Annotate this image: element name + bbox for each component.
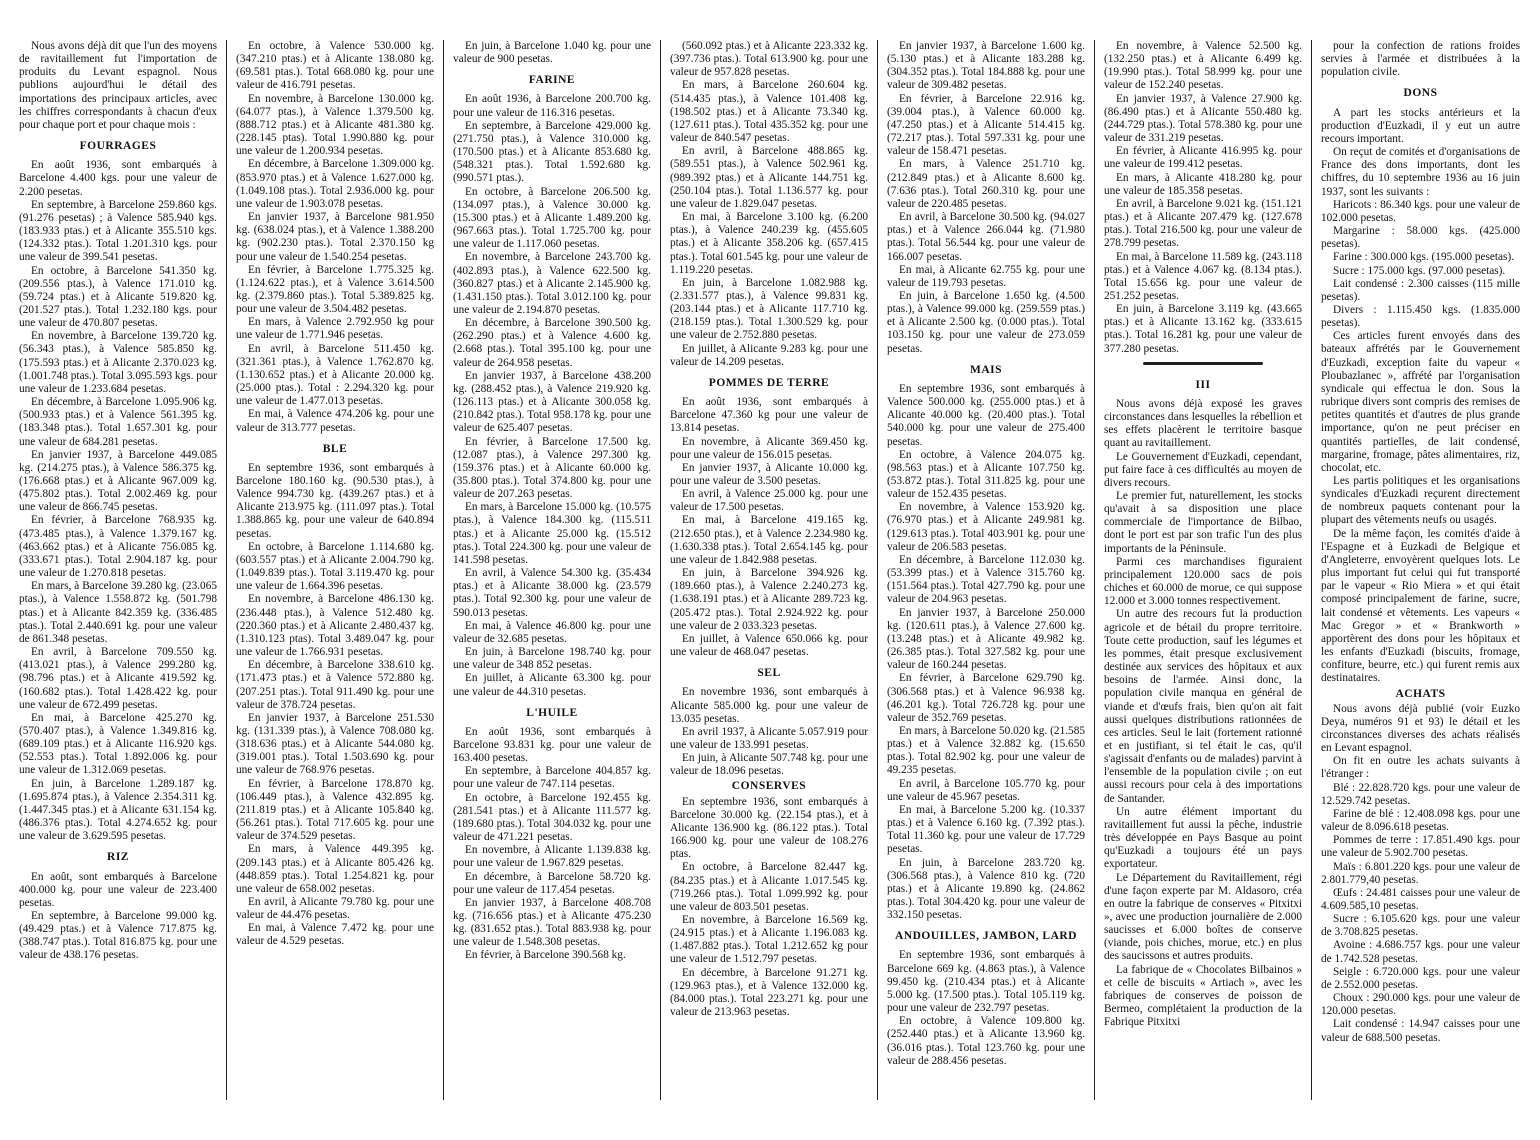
section-separator (1143, 362, 1263, 365)
paragraph: En novembre 1936, sont embarqués à Alicante 585.000 kg. pour une valeur de 13.035 pesetas. (670, 686, 868, 725)
paragraph: En septembre, à Barcelone 259.860 kgs. (91.276 pesetas) ; à Valence 585.940 kgs. (183.933 ptas.) et à Alicante 355.510 kgs. (124.332 ptas.). Total 1.201.310 kgs. pour une valeur de 399.541 pesetas. (19, 198, 217, 264)
paragraph: En octobre, à Barcelone 541.350 kg. (209.556 ptas.), à Valence 171.010 kg. (59.724 ptas.) et à Alicante 519.820 kg. (201.527 ptas.). Total 1.232.180 kgs. pour une valeur de 470.807 pesetas. (19, 264, 217, 330)
section-heading: MAIS (969, 363, 1003, 376)
paragraph: En septembre, à Barcelone 429.000 kg. (271.750 ptas.), à Valence 310.000 kg. (170.500 ptas.) et à Alicante 853.680 kg. (548.321 ptas.). Total 1.592.680 kg. (990.571 ptas.). (453, 119, 651, 185)
section-heading: ANDOUILLES, JAMBON, LARD (895, 930, 1077, 943)
paragraph: En octobre, à Barcelone 206.500 kg. (134.097 ptas.), à Valence 30.000 kg. (15.300 ptas.) et à Alicante 1.489.200 kg. (967.663 ptas.). Total 1.725.700 kg. pour une valeur de 1.117.060 pesetas. (453, 185, 651, 251)
paragraph: En février, à Alicante 416.995 kg. pour une valeur de 199.412 pesetas. (1104, 145, 1302, 171)
paragraph: On reçut de comités et d'organisations de France des dons importants, dont les chiffres, du 10 septembre 1936 au 16 juin 1937, sont les suivants : (1321, 146, 1520, 198)
paragraph: A part les stocks antérieurs et la production d'Euzkadi, il y eut un autre recours important. (1321, 106, 1520, 145)
paragraph: On fit en outre les achats suivants à l'étranger : (1321, 755, 1520, 781)
paragraph: Sucre : 6.105.620 kgs. pour une valeur de 3.708.825 pesetas. (1321, 913, 1520, 939)
paragraph: En mai, à Alicante 62.755 kg. pour une valeur de 119.793 pesetas. (887, 263, 1085, 289)
paragraph: En janvier 1937, à Barcelone 250.000 kg. (120.611 ptas.), à Valence 27.600 kg. (13.248 ptas.) et à Alicante 49.982 kg. (26.385 ptas.). Total 327.582 kg. pour une valeur de 160.244 pesetas. (887, 606, 1085, 672)
paragraph: pour la confection de rations froides servies à l'armée et distribuées à la population civile. (1321, 40, 1520, 79)
paragraph: Un autre élément important du ravitaillement fut aussi la pêche, industrie très développée en Pays Basque au point qu'Euzkadi a toujours été un pays exportateur. (1104, 805, 1302, 871)
paragraph: En avril, à Barcelone 30.500 kg. (94.027 ptas.) et à Valence 266.044 kg. (71.980 ptas.). Total 56.544 kg. pour une valeur de 166.007 pesetas. (887, 211, 1085, 263)
paragraph: En février, à Barcelone 768.935 kg. (473.485 ptas.), à Valence 1.379.167 kg. (463.662 ptas.) et à Alicante 756.085 kg. (333.671 ptas.). Total 2.904.187 kg. pour une valeur de 1.270.818 pesetas. (19, 514, 217, 580)
paragraph: En avril, à Alicante 79.780 kg. pour une valeur de 44.476 pesetas. (236, 896, 434, 922)
paragraph: En juin, à Barcelone 1.082.988 kg. (2.331.577 ptas.), à Valence 99.831 kg. (203.144 ptas.) et à Alicante 117.710 kg. (218.159 ptas.). Total 1.300.529 kg. pour une valeur de 2.752.880 pesetas. (670, 276, 868, 342)
paragraph: En mars, à Barcelone 39.280 kg. (23.065 ptas.), à Valence 1.558.872 kg. (501.798 ptas.) et à Alicante 842.359 kg. (336.485 ptas.). Total 2.440.691 kg. pour une valeur de 861.348 pesetas. (19, 580, 217, 645)
paragraph: Farine de blé : 12.408.098 kgs. pour une valeur de 8.096.618 pesetas. (1321, 807, 1520, 834)
paragraph: En août, sont embarqués à Barcelone 400.000 kg. pour une valeur de 223.400 pesetas. (19, 870, 217, 909)
paragraph: En août 1936, à Barcelone 200.700 kg. pour une valeur de 116.316 pesetas. (453, 93, 651, 119)
section-heading: DONS (1403, 87, 1438, 100)
paragraph: En mai, à Barcelone 5.200 kg. (10.337 ptas.) et à Valence 6.160 kg. (7.392 ptas.). Total 11.360 kg. pour une valeur de 17.729 pesetas. (887, 803, 1085, 856)
paragraph: Pommes de terre : 17.851.490 kgs. pour une valeur de 5.902.700 pesetas. (1321, 834, 1520, 860)
text-column-3 (444, 40, 661, 1100)
section-heading: FARINE (528, 74, 576, 87)
paragraph: En avril, à Barcelone 105.770 kg. pour une valeur de 45.967 pesetas. (887, 777, 1085, 803)
paragraph: En février, à Barcelone 1.775.325 kg. (1.124.622 ptas.), et à Valence 3.614.500 kg. (2.379.860 ptas.). Total 5.389.825 kg. pour une valeur de 3.504.482 pesetas. (236, 263, 434, 316)
paragraph: Le Gouvernement d'Euzkadi, cependant, put faire face à ces difficultés au moyen de divers recours. (1104, 450, 1302, 489)
paragraph: La fabrique de « Chocolates Bilbainos » et celle de biscuits « Artiach », avec les fabriques de conserves de poisson de Bermeo, complétaient la production de la Fabrique Pitxitxi (1104, 963, 1302, 1029)
paragraph: En septembre 1936, sont embarqués à Barcelone 669 kg. (4.863 ptas.), à Valence 99.450 kg. (210.434 ptas.) et à Alicante 5.000 kg. (17.500 ptas.). Total 105.119 kg. pour une valeur de 232.797 pesetas. (887, 949, 1085, 1015)
paragraph: Nous avons déjà dit que l'un des moyens de ravitaillement fut l'importation de produits du Levant espagnol. Nous publions aujourd'hui le détail des importations des principaux articles, avec les chiffres correspondants à chacun d'eux pour chaque port et pour chaque mois : (19, 40, 217, 131)
paragraph: En décembre, à Barcelone 1.309.000 kg. (853.970 ptas.) et à Valence 1.627.000 kg. (1.049.108 ptas.). Total 2.936.000 kg. pour une valeur de 1.903.078 pesetas. (236, 158, 434, 210)
paragraph: En mars, à Valence 449.395 kg. (209.143 ptas.) et à Alicante 805.426 kg. (448.859 ptas.). Total 1.254.821 kg. pour une valeur de 658.002 pesetas. (236, 843, 434, 895)
section-heading: FOURRAGES (79, 140, 157, 153)
paragraph: En janvier 1937, à Alicante 10.000 kg. pour une valeur de 3.500 pesetas. (670, 461, 868, 487)
paragraph: En août 1936, sont embarqués à Barcelone 93.831 kg. pour une valeur de 163.400 pesetas. (453, 725, 651, 765)
paragraph: En juin, à Barcelone 283.720 kg. (306.568 ptas.), à Valence 810 kg. (720 ptas.) et à Alicante 19.890 kg. (24.862 ptas.). Total 304.420 kg. pour une valeur de 332.150 pesetas. (887, 856, 1085, 922)
paragraph: En octobre, à Valence 530.000 kg. (347.210 ptas.) et à Alicante 138.080 kg. (69.581 ptas.). Total 668.080 kg. pour une valeur de 416.791 pesetas. (236, 40, 434, 92)
section-heading: POMMES DE TERRE (708, 376, 830, 389)
paragraph: En février, à Barcelone 22.916 kg. (39.004 ptas.), à Valence 60.000 kg. (47.250 ptas.) et à Alicante 514.415 kg. (72.217 ptas.). Total 597.331 kg. pour une valeur de 158.471 pesetas. (887, 92, 1085, 158)
paragraph: En avril, à Barcelone 9.021 kg. (151.121 ptas.) et à Alicante 207.479 kg. (127.678 ptas.). Total 216.500 kg. pour une valeur de 278.799 pesetas. (1104, 197, 1302, 250)
paragraph: En mai, à Barcelone 419.165 kg. (212.650 ptas.), et à Valence 2.234.980 kg. (1.630.338 ptas.). Total 2.654.145 kg. pour une valeur de 1.842.988 pesetas. (670, 514, 868, 566)
paragraph: En juillet, à Valence 650.066 kg. pour une valeur de 468.047 pesetas. (670, 632, 868, 659)
paragraph: Nous avons déjà publié (voir Euzko Deya, numéros 91 et 93) le détail et les circonstances diverses des achats réalisés en Levant espagnol. (1321, 702, 1520, 755)
paragraph: En octobre, à Barcelone 82.447 kg. (84.235 ptas.) et à Alicante 1.017.545 kg. (719.266 ptas.). Total 1.099.992 kg. pour une valeur de 803.501 pesetas. (670, 861, 868, 913)
paragraph: Lait condensé : 2.300 caisses (115 mille pesetas). (1321, 277, 1520, 303)
paragraph: En février, à Barcelone 629.790 kg. (306.568 ptas.) et à Valence 96.938 kg. (46.201 kg.). Total 726.728 kg. pour une valeur de 352.769 pesetas. (887, 672, 1085, 724)
paragraph: En mai, à Barcelone 3.100 kg. (6.200 ptas.), à Valence 240.239 kg. (455.605 ptas.) et à Alicante 358.206 kg. (657.415 ptas.). Total 601.545 kg. pour une valeur de 1.119.220 pesetas. (670, 211, 868, 276)
paragraph: En juin, à Barcelone 1.040 kg. pour une valeur de 900 pesetas. (453, 40, 651, 66)
paragraph: En mars, à Valence 251.710 kg. (212.849 ptas.) et à Alicante 8.600 kg. (7.636 ptas.). Total 260.310 kg. pour une valeur de 220.485 pesetas. (887, 158, 1085, 210)
paragraph: En novembre, à Barcelone 486.130 kg. (236.448 ptas.), à Valence 512.480 kg. (220.360 ptas.) et à Alicante 2.480.437 kg. (1.310.123 ptas). Total 3.489.047 kg. pour une valeur de 1.766.931 pesetas. (236, 593, 434, 659)
paragraph: En janvier 1937, à Barcelone 438.200 kg. (288.452 ptas.), à Valence 219.920 kg. (126.113 ptas.) et à Alicante 300.058 kg. (210.842 ptas.). Total 958.178 kg. pour une valeur de 625.407 pesetas. (453, 369, 651, 435)
paragraph: En avril, à Valence 25.000 kg. pour une valeur de 17.500 pesetas. (670, 488, 868, 514)
section-heading: CONSERVES (731, 780, 807, 793)
paragraph: En septembre, à Barcelone 99.000 kg. (49.429 ptas.) et à Valence 717.875 kg. (388.747 ptas.). Total 816.875 kg. pour une valeur de 438.176 pesetas. (19, 910, 217, 962)
paragraph: En mai, à Barcelone 11.589 kg. (243.118 ptas.) et à Valence 4.067 kg. (8.134 ptas.). Total 15.656 kg. pour une valeur de 251.252 pesetas. (1104, 250, 1302, 302)
paragraph: Seigle : 6.720.000 kgs. pour une valeur de 2.552.000 pesetas. (1321, 965, 1520, 991)
paragraph: En décembre, à Barcelone 112.030 kg. (53.399 ptas.) et à Valence 315.760 kg. (151.564 ptas.). Total 427.790 kg. pour une valeur de 204.963 pesetas. (887, 553, 1085, 606)
paragraph: En mai, à Valence 46.800 kg. pour une valeur de 32.685 pesetas. (453, 619, 651, 645)
paragraph: En octobre, à Valence 109.800 kg. (252.440 ptas.) et à Alicante 13.960 kg. (36.016 ptas.). Total 123.760 kg. pour une valeur de 288.456 pesetas. (887, 1015, 1085, 1067)
paragraph: En août 1936, sont embarqués à Barcelone 4.400 kgs. pour une valeur de 2.200 pesetas. (19, 159, 217, 198)
paragraph: En juin, à Barcelone 394.926 kg. (189.660 ptas.), à Valence 2.240.273 kg. (1.638.191 ptas.) et à Alicante 289.723 kg. (205.472 ptas.). Total 2.924.922 kg. pour une valeur de 2 033.323 pesetas. (670, 567, 868, 632)
paragraph: Avoine : 4.686.757 kgs. pour une valeur de 1.742.528 pesetas. (1321, 939, 1520, 965)
paragraph: En mai, à Barcelone 425.270 kg. (570.407 ptas.), à Valence 1.349.816 kg. (689.109 ptas.) et à Alicante 116.920 kgs. (52.553 ptas.). Total 1.892.006 kg. pour une valeur de 1.312.069 pesetas. (19, 711, 217, 777)
section-heading: ACHATS (1395, 687, 1446, 700)
paragraph: Œufs : 24.481 caisses pour une valeur de 4.609.585,10 pesetas. (1321, 886, 1520, 912)
text-column-1 (10, 40, 227, 1100)
paragraph: Farine : 300.000 kgs. (195.000 pesetas). (1333, 251, 1515, 264)
paragraph: En novembre, à Barcelone 16.569 kg. (24.915 ptas.) et à Alicante 1.196.083 kg. (1.487.882 ptas.). Total 1.212.652 kg pour une valeur de 1.512.797 pesetas. (670, 914, 868, 966)
paragraph: Divers : 1.115.450 kgs. (1.835.000 pesetas). (1321, 303, 1520, 330)
paragraph: En novembre, à Alicante 369.450 kg. pour une valeur de 156.015 pesetas. (670, 435, 868, 461)
paragraph: (560.092 ptas.) et à Alicante 223.332 kg. (397.736 ptas.). Total 613.900 kg. pour une valeur de 957.828 pesetas. (670, 40, 868, 79)
paragraph: En décembre, à Barcelone 338.610 kg. (171.473 ptas.) et à Valence 572.880 kg. (207.251 ptas.). Total 911.490 kg. pour une valeur de 378.724 pesetas. (236, 659, 434, 711)
paragraph: Les partis politiques et les organisations syndicales d'Euzkadi reçurent directement de nombreux paquets contenant pour la plupart des vêtements neufs ou usagés. (1321, 475, 1520, 527)
section-heading: BLE (322, 442, 348, 455)
paragraph: Choux : 290.000 kgs. pour une valeur de 120.000 pesetas. (1321, 992, 1520, 1018)
paragraph: Sucre : 175.000 kgs. (97.000 pesetas). (1333, 264, 1506, 277)
paragraph: En novembre, à Valence 52.500 kg. (132.250 ptas.) et à Alicante 6.499 kg. (19.990 ptas.). Total 58.999 kg. pour une valeur de 152.240 pesetas. (1104, 40, 1302, 92)
paragraph: En novembre, à Barcelone 139.720 kg. (56.343 ptas.), à Valence 585.850 kg. (175.593 ptas.) et à Alicante 2.370.023 kg. (1.001.748 ptas.). Total 3.095.593 kgs. pour une valeur de 1.233.684 pesetas. (19, 330, 217, 395)
paragraph: En septembre 1936, sont embarqués à Valence 500.000 kg. (255.000 ptas.) et à Alicante 40.000 kg. (20.400 ptas.). Total 540.000 kg. pour une valeur de 275.400 pesetas. (887, 382, 1085, 448)
paragraph: En janvier 1937, à Barcelone 981.950 kg. (638.024 ptas.), et à Valence 1.388.200 kg. (902.230 ptas.). Total 2.370.150 kg pour une valeur de 1.540.254 pesetas. (236, 211, 434, 263)
paragraph: En octobre, à Barcelone 1.114.680 kg. (603.557 ptas.) et à Alicante 2.004.790 kg. (1.049.839 ptas.). Total 3.119.470 kg. pour une valeur de 1.664.396 pesetas. (236, 540, 434, 593)
paragraph: Ces articles furent envoyés dans des bateaux affrétés par le Gouvernement d'Euzkadi, exception faite du vapeur « Ploubazlanec », affrété par l'organisation syndicale qui effectua le don. Sous la rubrique divers sont compris des remises de petites quantités et d'autres de plus grande importance, qu'on ne peut préciser en quantités partielles, de lait condensé, margarine, fromage, pâtes alimentaires, riz, chocolat, etc. (1321, 330, 1520, 474)
paragraph: En mars, à Alicante 418.280 kg. pour une valeur de 185.358 pesetas. (1104, 171, 1302, 197)
text-column-5 (878, 40, 1095, 1100)
paragraph: En octobre, à Valence 204.075 kg. (98.563 ptas.) et à Alicante 107.750 kg. (53.872 ptas.). Total 311.825 kg. pour une valeur de 152.435 pesetas. (887, 448, 1085, 501)
paragraph: Parmi ces marchandises figuraient principalement 120.000 sacs de pois chiches et 60.000 de morue, ce qui suppose 12.000 et 3.000 tonnes respectivement. (1104, 555, 1302, 608)
paragraph: En avril, à Barcelone 488.865 kg. (589.551 ptas.), à Valence 502.961 kg. (989.392 ptas.) et à Alicante 144.751 kg. (250.104 ptas.). Total 1.136.577 kg. pour une valeur de 1.829.047 pesetas. (670, 145, 868, 210)
paragraph: En juillet, à Alicante 9.283 kg. pour une valeur de 14.209 pesetas. (670, 342, 868, 368)
paragraph: Lait condensé : 14.947 caisses pour une valeur de 688.500 pesetas. (1321, 1018, 1520, 1044)
paragraph: Blé : 22.828.720 kgs. pour une valeur de 12.529.742 pesetas. (1321, 781, 1520, 807)
text-column-4 (661, 40, 878, 1100)
paragraph: En juin, à Barcelone 198.740 kg. pour une valeur de 348 852 pesetas. (453, 646, 651, 672)
paragraph: En septembre, à Barcelone 404.857 kg. pour une valeur de 747.114 pesetas. (453, 765, 651, 791)
paragraph: En décembre, à Barcelone 91.271 kg. (129.963 ptas.), et à Valence 132.000 kg. (84.000 ptas.). Total 223.271 kg. pour une valeur de 213.963 pesetas. (670, 966, 868, 1019)
paragraph: En avril, à Valence 54.300 kg. (35.434 ptas.) et à Alicante 38.000 kg. (23.579 ptas.). Total 92.300 kg. pour une valeur de 590.013 pesetas. (453, 567, 651, 619)
paragraph: En février, à Barcelone 178.870 kg. (106.449 ptas.), à Valence 432.895 kg. (211.819 ptas.) et à Alicante 105.840 kg. (56.261 ptas.). Total 717.605 kg. pour une valeur de 374.529 pesetas. (236, 777, 434, 843)
paragraph: En janvier 1937, à Barcelone 408.708 kg. (716.656 ptas.) et à Alicante 475.230 kg. (831.652 ptas.). Total 883.938 kg. pour une valeur de 1.548.308 pesetas. (453, 896, 651, 949)
paragraph: En février, à Barcelone 390.568 kg. (465, 949, 626, 962)
paragraph: Haricots : 86.340 kgs. pour une valeur de 102.000 pesetas. (1321, 198, 1520, 224)
paragraph: En janvier 1937, à Barcelone 251.530 kg. (131.339 ptas.), à Valence 708.080 kg. (318.636 ptas.) et à Alicante 544.080 kg. (319.001 ptas.). Total 1.503.690 kg. pour une valeur de 768.976 pesetas. (236, 711, 434, 777)
paragraph: En mai, à Valence 474.206 kg. pour une valeur de 313.777 pesetas. (236, 408, 434, 434)
paragraph: En décembre, à Barcelone 58.720 kg. pour une valeur de 117.454 pesetas. (453, 870, 651, 896)
paragraph: En octobre, à Barcelone 192.455 kg. (281.541 ptas.) et à Alicante 111.577 kg. (189.680 ptas.). Total 304.032 kg. pour une valeur de 471.221 pesetas. (453, 791, 651, 844)
paragraph: En mars, à Valence 2.792.950 kg pour une valeur de 1.771.946 pesetas. (236, 316, 434, 342)
paragraph: En mai, à Valence 7.472 kg. pour une valeur de 4.529 pesetas. (236, 922, 434, 948)
paragraph: Un autre des recours fut la production agricole et de bétail du propre territoire. Toute cette production, sauf les légumes et les pommes, était presque exclusivement destinée aux services des hôpitaux et aux besoins de l'armée. Ainsi donc, la population civile manqua en général de viande et d'œufs frais, bien qu'on ait fait aussi quelques distributions rationnées de ces articles. Seul le lait (fortement rationné et en justifiant, si tel était le cas, qu'il s'agissait d'enfants ou de malades) parvint à l'ensemble de la population civile ; on eut aussi recours pour cela à des importations de Santander. (1104, 608, 1302, 805)
paragraph: En janvier 1937, à Valence 27.900 kg. (86.490 ptas.) et à Alicante 550.480 kg. (244.729 ptas.). Total 578.380 kg. pour une valeur de 331.219 pesetas. (1104, 92, 1302, 145)
paragraph: Margarine : 58.000 kgs. (425.000 pesetas). (1321, 225, 1520, 251)
paragraph: De la même façon, les comités d'aide à l'Espagne et à Euzkadi de Belgique et d'Angleterre, envoyèrent quelques lots. Le plus important fut celui qui fut transporté par le vapeur « Rio Miera » et qui était composé principalement de farine, sucre, lait condensé et vêtements. Les vapeurs « Mac Gregor » et « Brankworth » apportèrent des dons pour les hôpitaux et les enfants d'Euzkadi (biscuits, fromage, confiture, beurre, etc.) qui furent remis aux destinataires. (1321, 527, 1520, 685)
paragraph: En septembre 1936, sont embarqués à Barcelone 180.160 kg. (90.530 ptas.), à Valence 994.730 kg. (439.267 ptas.) et à Alicante 213.975 kg. (111.097 ptas.). Total 1.388.865 kg. pour une valeur de 640.894 pesetas. (236, 461, 434, 540)
section-heading: RIZ (107, 851, 129, 864)
paragraph: En avril, à Barcelone 511.450 kg. (321.361 ptas.), à Valence 1.762.870 kg. (1.130.652 ptas.) et à Alicante 20.000 kg. (25.000 ptas.). Total : 2.294.320 kg. pour une valeur de 1.477.013 pesetas. (236, 342, 434, 408)
paragraph: Nous avons déjà exposé les graves circonstances dans lesquelles la rébellion et ses effets placèrent le territoire basque quant au ravitaillement. (1104, 397, 1302, 450)
paragraph: En janvier 1937, à Barcelone 449.085 kg. (214.275 ptas.), à Valence 586.375 kg. (176.668 ptas.) et à Alicante 967.009 kg. (475.802 ptas.). Total 2.002.469 kg. pour une valeur de 866.745 pesetas. (19, 448, 217, 514)
paragraph: En novembre, à Barcelone 243.700 kg. (402.893 ptas.), à Valence 622.500 kg. (360.827 ptas.) et à Alicante 2.145.900 kg. (1.431.150 ptas.). Total 3.012.100 kg. pour une valeur de 2.194.870 pesetas. (453, 251, 651, 316)
paragraph: En mars, à Barcelone 50.020 kg. (21.585 ptas.) et à Valence 32.882 kg. (15.650 ptas.). Total 82.902 kg. pour une valeur de 49.235 pesetas. (887, 724, 1085, 777)
paragraph: Le Département du Ravitaillement, régi d'une façon experte par M. Aldasoro, créa en outre la fabrique de conserves « Pitxitxi », avec une production journalière de 2.000 saucisses et 6.000 boîtes de conserve (viande, pois chiches, morue, etc.) en plus des saucissons et autres produits. (1104, 871, 1302, 963)
paragraph: En avril 1937, à Alicante 5.057.919 pour une valeur de 133.991 pesetas. (670, 725, 868, 751)
section-heading: III (1195, 378, 1211, 391)
paragraph: En janvier 1937, à Barcelone 1.600 kg. (5.130 ptas.) et à Alicante 183.288 kg. (304.352 ptas.). Total 184.888 kg. pour une valeur de 309.482 pesetas. (887, 40, 1085, 92)
paragraph: Le premier fut, naturellement, les stocks qu'avait à sa disposition une place commerciale de l'importance de Bilbao, dont le port est par son trafic l'un des plus importants de la Péninsule. (1104, 490, 1302, 555)
paragraph: En juin, à Barcelone 3.119 kg. (43.665 ptas.) et à Alicante 13.162 kg. (333.615 ptas.). Total 16.281 kg. pour une valeur de 377.280 pesetas. (1104, 303, 1302, 355)
paragraph: En novembre, à Valence 153.920 kg. (76.970 ptas.) et à Alicante 249.981 kg. (129.613 ptas.). Total 403.901 kg. pour une valeur de 206.583 pesetas. (887, 501, 1085, 553)
paragraph: En décembre, à Barcelone 390.500 kg. (262.290 ptas.) et à Valence 4.600 kg. (2.668 ptas.). Total 395.100 kg. pour une valeur de 264.958 pesetas. (453, 317, 651, 369)
paragraph: En novembre, à Alicante 1.139.838 kg. pour une valeur de 1.967.829 pesetas. (453, 844, 651, 870)
paragraph: En juin, à Alicante 507.748 kg. pour une valeur de 18.096 pesetas. (670, 752, 868, 778)
paragraph: En mars, à Barcelone 260.604 kg. (514.435 ptas.), à Valence 101.408 kg. (198.502 ptas.) et à Alicante 73.340 kg. (127.611 ptas.). Total 435.352 kg. pour une valeur de 840.547 pesetas. (670, 79, 868, 145)
paragraph: En juin, à Barcelone 1.289.187 kg. (1.695.874 ptas.), à Valence 2.354.311 kg. (1.447.345 ptas.) et à Alicante 631.154 kg. (486.376 ptas.). Total 4.274.652 kg. pour une valeur de 3.629.595 pesetas. (19, 777, 217, 843)
paragraph: En juillet, à Alicante 63.300 kg. pour une valeur de 44.310 pesetas. (453, 672, 651, 698)
paragraph: En mars, à Barcelone 15.000 kg. (10.575 ptas.), à Valence 184.300 kg. (115.511 ptas.) et à Alicante 25.000 kg. (15.512 ptas.). Total 224.300 kg. pour une valeur de 141.598 pesetas. (453, 501, 651, 566)
paragraph: En août 1936, sont embarqués à Barcelone 47.360 kg pour une valeur de 13.814 pesetas. (670, 396, 868, 435)
section-heading: SEL (757, 667, 781, 680)
paragraph: En février, à Barcelone 17.500 kg. (12.087 ptas.), à Valence 297.300 kg. (159.376 ptas.) et à Alicante 60.000 kg. (35.800 ptas.). Total 374.800 kg. pour une valeur de 207.263 pesetas. (453, 435, 651, 501)
paragraph: En septembre 1936, sont embarqués à Barcelone 30.000 kg. (22.154 ptas.), et à Alicante 136.900 kg. (86.122 ptas.). Total 166.900 kg. pour une valeur de 108.276 ptas. (670, 795, 868, 861)
paragraph: En juin, à Barcelone 1.650 kg. (4.500 ptas.), à Valence 99.000 kg. (259.559 ptas.) et à Alicante 2.500 kg. (0.000 ptas.). Total 103.150 kg. pour une valeur de 273.059 pesetas. (887, 289, 1085, 355)
paragraph: Maïs : 6.801.220 kgs. pour une valeur de 2.801.779,40 pesetas. (1321, 860, 1520, 886)
paragraph: En avril, à Barcelone 709.550 kg. (413.021 ptas.), à Valence 299.280 kg. (98.796 ptas.) et à Alicante 419.592 kg. (160.682 ptas.). Total 1.428.422 kg. pour une valeur de 672.499 pesetas. (19, 646, 217, 711)
section-heading: L'HUILE (526, 706, 578, 719)
paragraph: En décembre, à Barcelone 1.095.906 kg. (500.933 ptas.) et à Valence 561.395 kg. (183.348 ptas.). Total 1.657.301 kg. pour une valeur de 684.281 pesetas. (19, 396, 217, 448)
paragraph: En novembre, à Barcelone 130.000 kg. (64.077 ptas.), à Valence 1.379.500 kg. (888.712 ptas.) et à Alicante 481.380 kg. (228.145 ptas). Total 1.990.880 kg. pour une valeur de 1.200.934 pesetas. (236, 92, 434, 158)
text-column-7 (1312, 40, 1529, 1100)
text-column-2 (227, 40, 444, 1100)
text-column-6 (1095, 40, 1312, 1100)
